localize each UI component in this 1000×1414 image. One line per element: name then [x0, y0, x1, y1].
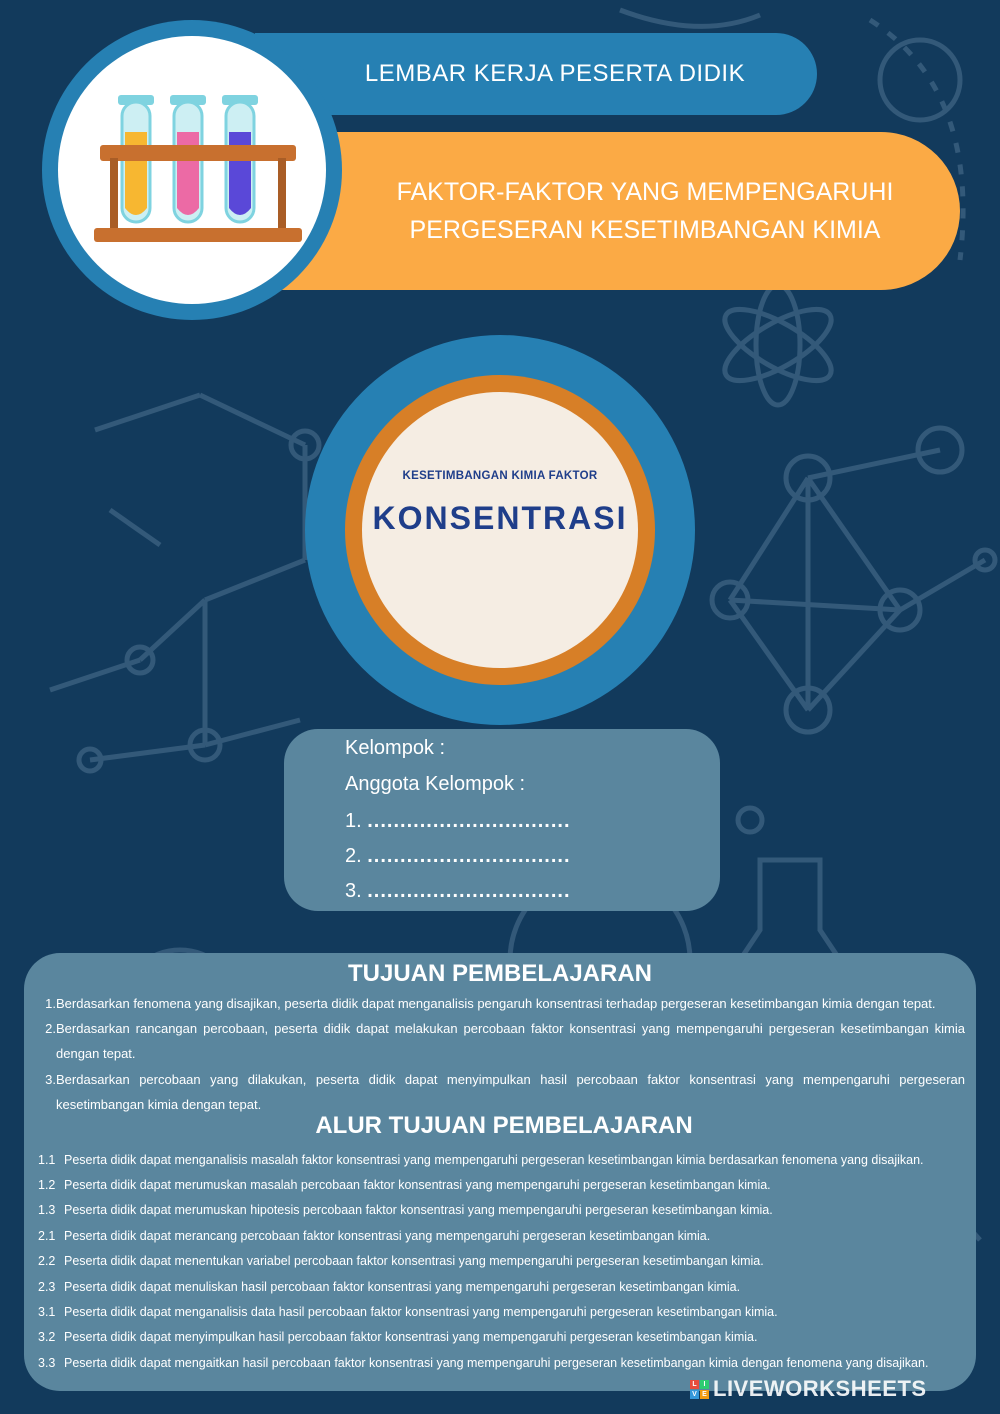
tujuan-item-number: 2.: [45, 1021, 56, 1036]
tujuan-item: [40, 1016, 965, 1066]
alur-item-text: Peserta didik dapat mengaitkan hasil percobaan faktor konsentrasi yang mempengaruhi pergeseran kesetimbangan kimia dengan fenomena yang disajikan.: [64, 1356, 929, 1370]
alur-item-number: 1.3: [38, 1203, 56, 1217]
worksheet-type-label: LEMBAR KERJA PESERTA DIDIK: [364, 60, 746, 87]
alur-item: [38, 1277, 968, 1297]
logo-letter-v: V: [690, 1390, 699, 1399]
alur-item: [38, 1150, 968, 1170]
member-number: 2.: [345, 845, 362, 867]
alur-item-number: 2.1: [38, 1229, 56, 1243]
logo-letter-l: L: [690, 1380, 699, 1389]
alur-item-number: 1.1: [38, 1153, 56, 1167]
tujuan-item: [40, 1067, 965, 1117]
alur-item-text: Peserta didik dapat menuliskan hasil percobaan faktor konsentrasi yang mempengaruhi pergeseran kesetimbangan kimia.: [64, 1280, 741, 1294]
alur-item-text: Peserta didik dapat menganalisis data hasil percobaan faktor konsentrasi yang mempengaruhi pergeseran kesetimbangan kimia.: [64, 1305, 778, 1319]
alur-item: [38, 1175, 968, 1195]
alur-item-text: Peserta didik dapat merancang percobaan faktor konsentrasi yang mempengaruhi pergeseran kesetimbangan kimia.: [64, 1229, 711, 1243]
liveworksheets-brand: [690, 1374, 927, 1404]
alur-item-text: Peserta didik dapat merumuskan hipotesis percobaan faktor konsentrasi yang mempengaruhi pergeseran kesetimbangan kimia.: [64, 1203, 773, 1217]
tujuan-item-text: Berdasarkan fenomena yang disajikan, peserta didik dapat menganalisis pengaruh konsentrasi terhadap pergeseran kesetimbangan kimia dengan tepat.: [56, 996, 936, 1011]
tujuan-item-text: Berdasarkan percobaan yang dilakukan, peserta didik dapat menyimpulkan hasil percobaan faktor konsentrasi yang mempengaruhi pergeseran kesetimbangan kimia dengan tepat.: [56, 1072, 965, 1112]
alur-item-number: 1.2: [38, 1178, 56, 1192]
test-tube-rack-icon: [88, 90, 308, 250]
alur-item-text: Peserta didik dapat menganalisis masalah faktor konsentrasi yang mempengaruhi pergeseran kesetimbangan kimia berdasarkan fenomena yang disajikan.: [64, 1153, 924, 1167]
alur-item: [38, 1200, 968, 1220]
tujuan-heading: TUJUAN PEMBELAJARAN: [347, 960, 653, 987]
liveworksheets-logo-icon: [690, 1380, 709, 1399]
alur-item: [38, 1302, 968, 1322]
alur-item-text: Peserta didik dapat menentukan variabel percobaan faktor konsentrasi yang mempengaruhi pergeseran kesetimbangan kimia.: [64, 1254, 764, 1268]
alur-item: [38, 1327, 968, 1347]
member-name-blank[interactable]: ...............................: [367, 845, 571, 867]
alur-item-number: 3.1: [38, 1305, 56, 1319]
worksheet-title-line-2: PERGESERAN KESETIMBANGAN KIMIA: [409, 216, 881, 244]
worksheet-title: [360, 132, 930, 290]
logo-letter-e: E: [700, 1390, 709, 1399]
logo-letter-i: I: [700, 1380, 709, 1389]
alur-item-number: 2.3: [38, 1280, 56, 1294]
tujuan-item-number: 1.: [45, 996, 56, 1011]
alur-heading: ALUR TUJUAN PEMBELAJARAN: [315, 1112, 693, 1139]
member-name-blank[interactable]: ...............................: [367, 880, 571, 902]
member-line-2: [345, 845, 571, 868]
alur-item: [38, 1226, 968, 1246]
tujuan-item: [40, 991, 965, 1016]
kelompok-label: Kelompok :: [345, 737, 446, 759]
alur-item-text: Peserta didik dapat menyimpulkan hasil percobaan faktor konsentrasi yang mempengaruhi pergeseran kesetimbangan kimia.: [64, 1330, 758, 1344]
member-number: 3.: [345, 880, 362, 902]
alur-item: [38, 1353, 968, 1373]
alur-item-number: 2.2: [38, 1254, 56, 1268]
member-line-1: [345, 810, 571, 833]
alur-item-number: 3.2: [38, 1330, 56, 1344]
member-number: 1.: [345, 810, 362, 832]
tujuan-item-text: Berdasarkan rancangan percobaan, peserta didik dapat melakukan percobaan faktor konsentrasi yang mempengaruhi pergeseran kesetimbangan kimia dengan tepat.: [56, 1021, 965, 1061]
member-line-3: [345, 880, 571, 903]
emblem-subtitle: KESETIMBANGAN KIMIA FAKTOR: [402, 470, 598, 482]
member-name-blank[interactable]: ...............................: [367, 810, 571, 832]
alur-item-number: 3.3: [38, 1356, 56, 1370]
liveworksheets-wordmark: LIVEWORKSHEETS: [713, 1376, 927, 1401]
alur-item: [38, 1251, 968, 1271]
anggota-label: Anggota Kelompok :: [345, 773, 526, 795]
emblem-title: KONSENTRASI: [372, 500, 628, 536]
alur-item-text: Peserta didik dapat merumuskan masalah percobaan faktor konsentrasi yang mempengaruhi pergeseran kesetimbangan kimia.: [64, 1178, 771, 1192]
tujuan-item-number: 3.: [45, 1072, 56, 1087]
worksheet-title-line-1: FAKTOR-FAKTOR YANG MEMPENGARUHI: [396, 178, 894, 206]
